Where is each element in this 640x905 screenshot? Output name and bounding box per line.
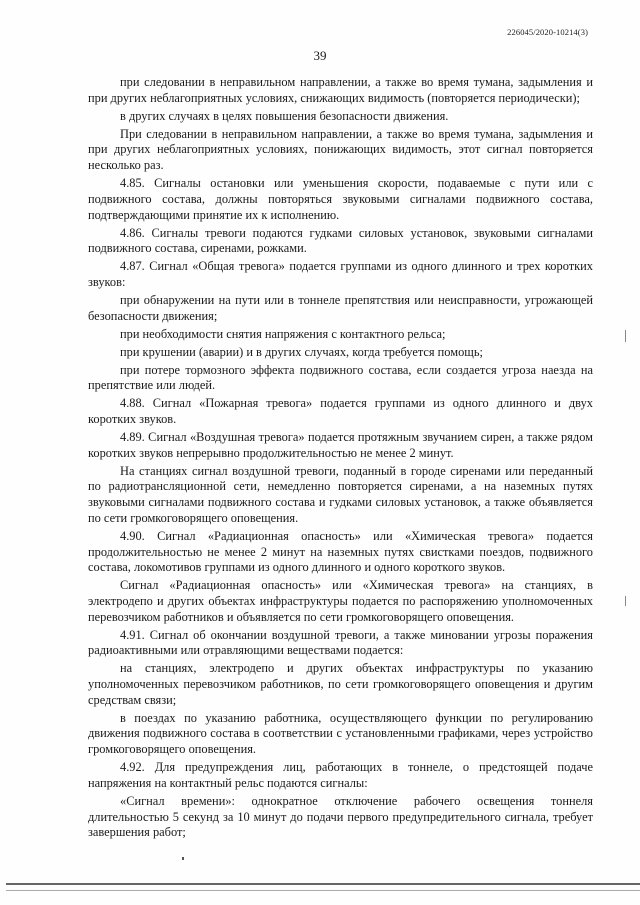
paragraph: Сигнал «Радиационная опасность» или «Химическая тревога» на станциях, в электродепо и других объектах инфраструктуры подается по распоряжению уполномоченных перевозчиком работников и объявляется по сети громкоговорящего оповещения. <box>88 578 593 624</box>
paragraph: 4.88. Сигнал «Пожарная тревога» подается группами из одного длинного и двух коротких звуков. <box>88 396 593 427</box>
document-body <box>88 75 593 843</box>
paragraph: На станциях сигнал воздушной тревоги, поданный в городе сиренами или переданный по радиотрансляционной сети, немедленно повторяется сиренами, а на наземных путях звуковыми сигналами подвижного состава и гудками силовых установок, а также объявляется по сети громкоговорящего оповещения. <box>88 463 593 525</box>
paragraph: в других случаях в целях повышения безопасности движения. <box>120 108 449 123</box>
scan-edge-line <box>6 890 640 891</box>
paragraph: 4.87. Сигнал «Общая тревога» подается группами из одного длинного и трех коротких звуков: <box>88 259 593 289</box>
paragraph: 4.90. Сигнал «Радиационная опасность» или «Химическая тревога» подается продолжительностью не менее 2 минут на наземных путях свистками поездов, подвижного состава, локомотивов группами из одного длинного и одного короткого звуков. <box>88 528 593 575</box>
paragraph: 4.85. Сигналы остановки или уменьшения скорости, подаваемые с пути или с подвижного состава, должны повторяться звуковыми сигналами подвижного состава, подтверждающими принятие их к исполнению. <box>88 176 593 222</box>
paragraph: при крушении (аварии) и в других случаях, когда требуется помощь; <box>120 344 483 359</box>
paragraph: при необходимости снятия напряжения с контактного рельса; <box>120 326 446 341</box>
scan-margin-mark <box>625 596 626 606</box>
scan-dot <box>182 857 184 860</box>
paragraph: 4.89. Сигнал «Воздушная тревога» подается протяжным звучанием сирен, а также рядом коротких звуков непрерывно продолжительностью не менее 2 минут. <box>88 430 593 460</box>
paragraph: 4.86. Сигналы тревоги подаются гудками силовых установок, звуковыми сигналами подвижного состава, сиренами, рожками. <box>88 225 593 256</box>
paragraph: на станциях, электродепо и других объектах инфраструктуры по указанию уполномоченных перевозчиком работников, по сети громкоговорящего оповещения и другим средствам связи; <box>88 661 593 707</box>
scan-margin-mark <box>625 330 626 342</box>
page-number: 39 <box>313 48 327 63</box>
scan-edge-line <box>6 883 640 885</box>
paragraph: при следовании в неправильном направлении, а также во время тумана, задымления и при других неблагоприятных условиях, снижающих видимость (повторяется периодически); <box>88 75 593 105</box>
paragraph: в поездах по указанию работника, осуществляющего функции по регулированию движения подвижного состава в соответствии с установленными графиками, через устройство громкоговорящего оповещения. <box>88 710 593 757</box>
document-id: 226045/2020-10214(3) <box>507 27 588 37</box>
paragraph: При следовании в неправильном направлении, а также во время тумана, задымления и при других неблагоприятных условиях, понижающих видимость, этот сигнал повторяется несколько раз. <box>88 126 593 173</box>
paragraph: 4.91. Сигнал об окончании воздушной тревоги, а также миновании угрозы поражения радиоактивными или отравляющими веществами подается: <box>88 627 593 658</box>
paragraph: 4.92. Для предупреждения лиц, работающих в тоннеле, о предстоящей подаче напряжения на контактный рельс подаются сигналы: <box>88 760 593 790</box>
paragraph: «Сигнал времени»: однократное отключение рабочего освещения тоннеля длительностью 5 секунд за 10 минут до подачи первого предупредительного сигнала, требует завершения работ; <box>88 793 593 840</box>
paragraph: при обнаружении на пути или в тоннеле препятствия или неисправности, угрожающей безопасности движения; <box>88 292 593 323</box>
paragraph: при потере тормозного эффекта подвижного состава, если создается угроза наезда на препятствие или людей. <box>88 362 593 393</box>
